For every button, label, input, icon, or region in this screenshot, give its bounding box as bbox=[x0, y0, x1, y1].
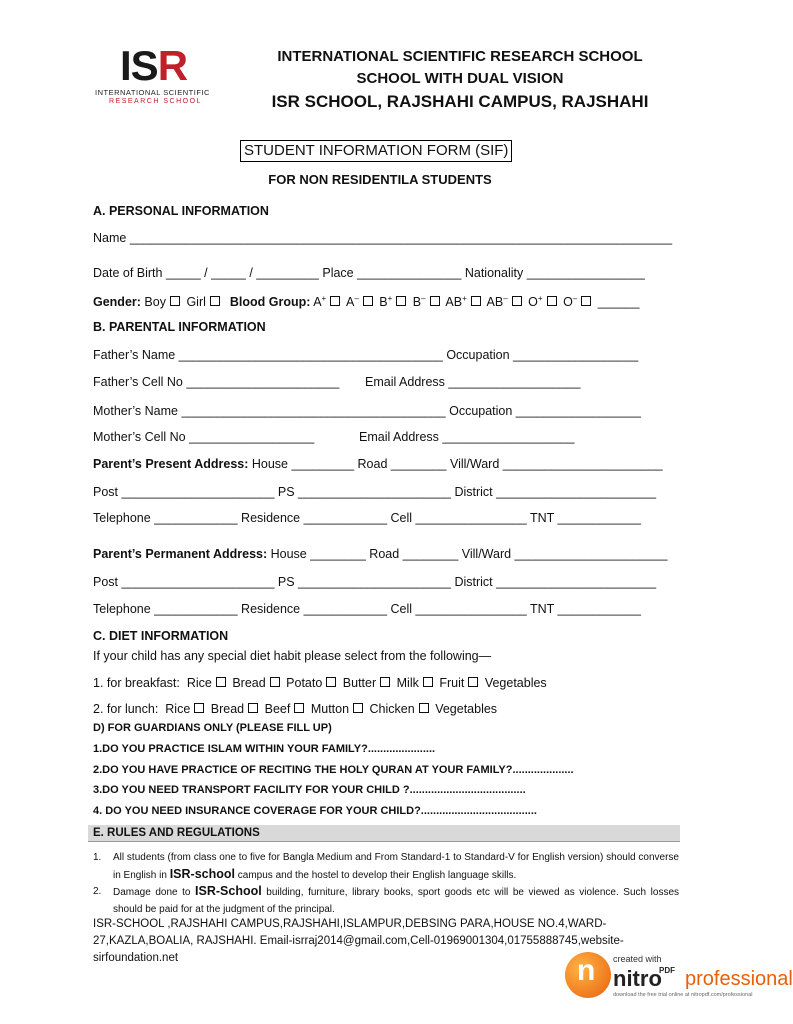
rule-2: 2. Damage done to ISR-School building, furniture, library books, sport goods etc will be viewed as violence. Such losses should be paid for at the judgment of the principal. bbox=[93, 884, 680, 915]
logo-line-1: INTERNATIONAL SCIENTIFIC bbox=[95, 88, 210, 97]
present-telephone-row[interactable]: Telephone ____________ Residence ____________ Cell ________________ TNT ____________ bbox=[93, 511, 641, 525]
bg-ab-pos-label: AB+ bbox=[445, 294, 467, 310]
lunch-rice-checkbox[interactable] bbox=[194, 703, 204, 713]
gender-blood-row bbox=[93, 291, 639, 310]
bf-item: Rice bbox=[186, 676, 212, 690]
father-cell-field[interactable]: Father’s Cell No ______________________ bbox=[93, 375, 340, 389]
bf-item: Butter bbox=[342, 676, 377, 690]
bf-item: Vegetables bbox=[484, 676, 547, 690]
logo-line-2: RESEARCH SCHOOL bbox=[109, 98, 202, 105]
lunch-item: Chicken bbox=[369, 702, 415, 716]
bf-milk-checkbox[interactable] bbox=[423, 677, 433, 687]
bg-other-field[interactable]: ______ bbox=[597, 295, 640, 310]
bf-bread-checkbox[interactable] bbox=[270, 677, 280, 687]
bf-rice-checkbox[interactable] bbox=[216, 677, 226, 687]
question-quran[interactable]: 2.DO YOU HAVE PRACTICE OF RECITING THE HOLY QURAN AT YOUR FAMILY?.................... bbox=[93, 764, 574, 776]
lunch-bread-checkbox[interactable] bbox=[248, 703, 258, 713]
section-diet-heading: C. DIET INFORMATION bbox=[93, 629, 229, 643]
permanent-post-row[interactable]: Post ______________________ PS ______________________ District _______________________ bbox=[93, 575, 657, 589]
bg-o-pos-label: O+ bbox=[528, 294, 543, 310]
father-name-field[interactable]: Father’s Name ______________________________________ Occupation __________________ bbox=[93, 348, 639, 362]
section-rules-heading: E. RULES AND REGULATIONS bbox=[88, 825, 680, 842]
mother-name-field[interactable]: Mother’s Name ______________________________________ Occupation __________________ bbox=[93, 404, 641, 418]
permanent-address-label: Parent’s Permanent Address: bbox=[93, 547, 268, 561]
question-transport[interactable]: 3.DO YOU NEED TRANSPORT FACILITY FOR YOUR CHILD ?...................................... bbox=[93, 784, 526, 796]
bg-a-pos-checkbox[interactable] bbox=[330, 296, 340, 306]
school-motto: SCHOOL WITH DUAL VISION bbox=[356, 70, 564, 87]
breakfast-label: 1. for breakfast: bbox=[93, 676, 180, 690]
bg-b-neg-checkbox[interactable] bbox=[430, 296, 440, 306]
bg-ab-pos-checkbox[interactable] bbox=[471, 296, 481, 306]
form-title: STUDENT INFORMATION FORM (SIF) bbox=[240, 140, 512, 162]
nationality-field[interactable]: Nationality _________________ bbox=[464, 266, 645, 280]
bg-b-pos-label: B+ bbox=[379, 294, 393, 310]
question-insurance[interactable]: 4. DO YOU NEED INSURANCE COVERAGE FOR YOUR CHILD?...................................... bbox=[93, 805, 537, 817]
present-address-label: Parent’s Present Address: bbox=[93, 457, 249, 471]
lunch-item: Mutton bbox=[310, 702, 350, 716]
section-personal-heading: A. PERSONAL INFORMATION bbox=[93, 204, 269, 218]
birth-row bbox=[93, 265, 645, 281]
bg-a-pos-label: A+ bbox=[313, 294, 327, 310]
bf-butter-checkbox[interactable] bbox=[380, 677, 390, 687]
father-email-field[interactable]: Email Address ___________________ bbox=[365, 375, 581, 389]
question-islam[interactable]: 1.DO YOU PRACTICE ISLAM WITHIN YOUR FAMILY?...................... bbox=[93, 743, 436, 755]
bg-a-neg-checkbox[interactable] bbox=[363, 296, 373, 306]
diet-intro: If your child has any special diet habit please select from the following— bbox=[93, 649, 492, 663]
campus-name: ISR SCHOOL, RAJSHAHI CAMPUS, RAJSHAHI bbox=[271, 92, 649, 111]
bf-item: Potato bbox=[286, 676, 323, 690]
bg-o-neg-label: O– bbox=[563, 294, 578, 310]
section-guardians-heading: D) FOR GUARDIANS ONLY (PLEASE FILL UP) bbox=[93, 722, 332, 734]
mother-email-field[interactable]: Email Address ___________________ bbox=[359, 430, 575, 444]
boy-checkbox[interactable] bbox=[170, 296, 180, 306]
form-subtitle: FOR NON RESIDENTILA STUDENTS bbox=[268, 172, 492, 187]
lunch-row bbox=[93, 701, 497, 717]
school-logo bbox=[95, 42, 215, 115]
lunch-item: Bread bbox=[210, 702, 245, 716]
dob-field[interactable]: Date of Birth _____ / _____ / _________ bbox=[93, 266, 323, 280]
bf-fruit-checkbox[interactable] bbox=[468, 677, 478, 687]
bf-item: Bread bbox=[232, 676, 266, 690]
school-address: ISR-SCHOOL ,RAJSHAHI CAMPUS,RAJSHAHI,ISLAMPUR,DEBSING PARA,HOUSE NO.4,WARD-27,KAZLA,BOALIA, RAJSHAHI. Email-isrraj2014@gmail.com,Cell-01969001304,01755888745,website-sirfoundation.net bbox=[93, 918, 624, 964]
boy-label: Boy bbox=[144, 295, 166, 310]
rule-1: 1. All students (from class one to five for Bangla Medium and From Standard-1 to Standard-V for English version) should converse in English in ISR-school campus and the hostel to develop their English language skills. bbox=[93, 852, 679, 881]
logo-mark: ISR bbox=[120, 42, 188, 89]
blood-group-label: Blood Group: bbox=[229, 295, 311, 310]
breakfast-row bbox=[93, 675, 547, 691]
lunch-item: Vegetables bbox=[435, 702, 498, 716]
bg-a-neg-label: A– bbox=[346, 294, 359, 310]
school-name: INTERNATIONAL SCIENTIFIC RESEARCH SCHOOL bbox=[277, 48, 643, 65]
girl-label: Girl bbox=[186, 295, 206, 310]
bg-o-pos-checkbox[interactable] bbox=[547, 296, 557, 306]
bg-ab-neg-label: AB– bbox=[486, 294, 508, 310]
permanent-telephone-row[interactable]: Telephone ____________ Residence ____________ Cell ________________ TNT ____________ bbox=[93, 602, 641, 616]
lunch-chicken-checkbox[interactable] bbox=[419, 703, 429, 713]
mother-cell-field[interactable]: Mother’s Cell No __________________ bbox=[93, 430, 315, 444]
permanent-address-row[interactable]: Parent’s Permanent Address: House ________ Road ________ Vill/Ward ______________________ bbox=[93, 547, 668, 561]
lunch-mutton-checkbox[interactable] bbox=[353, 703, 363, 713]
lunch-beef-checkbox[interactable] bbox=[294, 703, 304, 713]
bf-item: Fruit bbox=[439, 676, 465, 690]
place-field[interactable]: Place _______________ bbox=[322, 266, 465, 280]
bf-item: Milk bbox=[396, 676, 419, 690]
present-post-row[interactable]: Post ______________________ PS ______________________ District _______________________ bbox=[93, 485, 657, 499]
bg-b-neg-label: B– bbox=[412, 294, 426, 310]
section-parental-heading: B. PARENTAL INFORMATION bbox=[93, 320, 266, 334]
gender-label: Gender: bbox=[93, 295, 141, 310]
name-field[interactable]: Name ______________________________________________________________________________ bbox=[93, 231, 673, 245]
bf-potato-checkbox[interactable] bbox=[326, 677, 336, 687]
lunch-label: 2. for lunch: bbox=[93, 702, 159, 716]
lunch-item: Beef bbox=[264, 702, 291, 716]
present-address-row[interactable]: Parent’s Present Address: House _________ Road ________ Vill/Ward _______________________ bbox=[93, 457, 663, 471]
bg-o-neg-checkbox[interactable] bbox=[581, 296, 591, 306]
girl-checkbox[interactable] bbox=[210, 296, 220, 306]
lunch-item: Rice bbox=[165, 702, 191, 716]
bg-b-pos-checkbox[interactable] bbox=[396, 296, 406, 306]
nitro-watermark: n created with nitro PDF professional download the free trial online at nitropdf.com/professional bbox=[565, 948, 765, 1008]
bg-ab-neg-checkbox[interactable] bbox=[512, 296, 522, 306]
